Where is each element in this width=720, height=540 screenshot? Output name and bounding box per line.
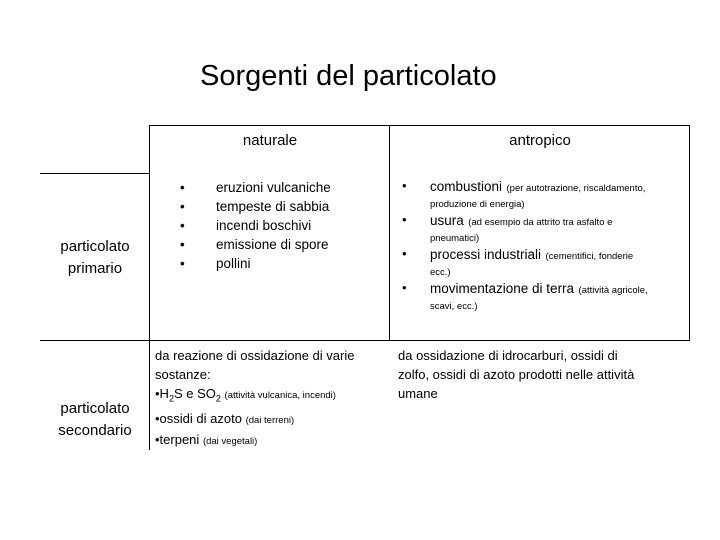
- row-label-primario-line2: primario: [67, 260, 123, 277]
- bullet-icon: •: [402, 212, 407, 227]
- list-item: • tempeste di sabbia: [180, 199, 330, 214]
- bullet-icon: •: [180, 180, 185, 195]
- list-item: • processi industriali (cementifici, fonderie ecc.): [402, 246, 634, 278]
- row-divider-top: [40, 173, 150, 174]
- row-label-secondario: [40, 398, 150, 442]
- row-label-primario-line1: particolato: [60, 238, 130, 255]
- row-label-primario: [40, 236, 150, 280]
- terpeni-line: •terpeni (dai vegetali): [155, 431, 258, 447]
- table-right-border: [689, 125, 690, 340]
- table-top-border: [149, 125, 689, 126]
- list-item: • incendi boschivi: [180, 218, 312, 233]
- column-header-naturale: naturale: [242, 132, 298, 149]
- row-label-secondario-line2: secondario: [58, 422, 132, 439]
- bullet-icon: •: [402, 246, 407, 261]
- list-item: • pollini: [180, 256, 251, 271]
- secondario-antropico-text: da ossidazione di idrocarburi, ossidi di zolfo, ossidi di azoto prodotti nelle attività umane: [398, 348, 635, 401]
- secondario-naturale-text: da reazione di ossidazione di varie sostanze: $•H_2S$ e $SO_2$ (attività vulcanica, incendi) •ossidi di azoto (dai terreni) •terpeni (dai vegetali): [155, 346, 387, 451]
- bullet-icon: •: [402, 280, 407, 295]
- list-item: • emissione di spore: [180, 237, 329, 252]
- bullet-icon: •: [180, 199, 185, 214]
- page-title: Sorgenti del particolato: [200, 60, 497, 92]
- column-divider-middle: [389, 125, 390, 340]
- list-item: • eruzioni vulcaniche: [180, 180, 331, 195]
- column-header-antropico: antropico: [509, 132, 571, 149]
- bullet-icon: •: [180, 256, 185, 271]
- primario-antropico-list: [402, 178, 687, 314]
- h2s-so2-line: $•H_2S$ e $SO_2$ (attività vulcanica, incendi): [155, 386, 336, 404]
- bullet-icon: •: [402, 178, 407, 193]
- azoto-line: •ossidi di azoto (dai terreni): [155, 410, 295, 426]
- list-item: • usura (ad esempio da attrito tra asfalto e pneumatici): [402, 212, 613, 244]
- list-item: • combustioni (per autotrazione, riscaldamento, produzione di energia): [402, 178, 646, 210]
- list-item: • movimentazione di terra (attività agricole, scavi, ecc.): [402, 280, 648, 312]
- bullet-icon: •: [180, 218, 185, 233]
- primario-naturale-list: [180, 178, 331, 273]
- bullet-icon: •: [180, 237, 185, 252]
- row-divider-middle: [40, 340, 690, 341]
- row-label-secondario-line1: particolato: [60, 400, 130, 417]
